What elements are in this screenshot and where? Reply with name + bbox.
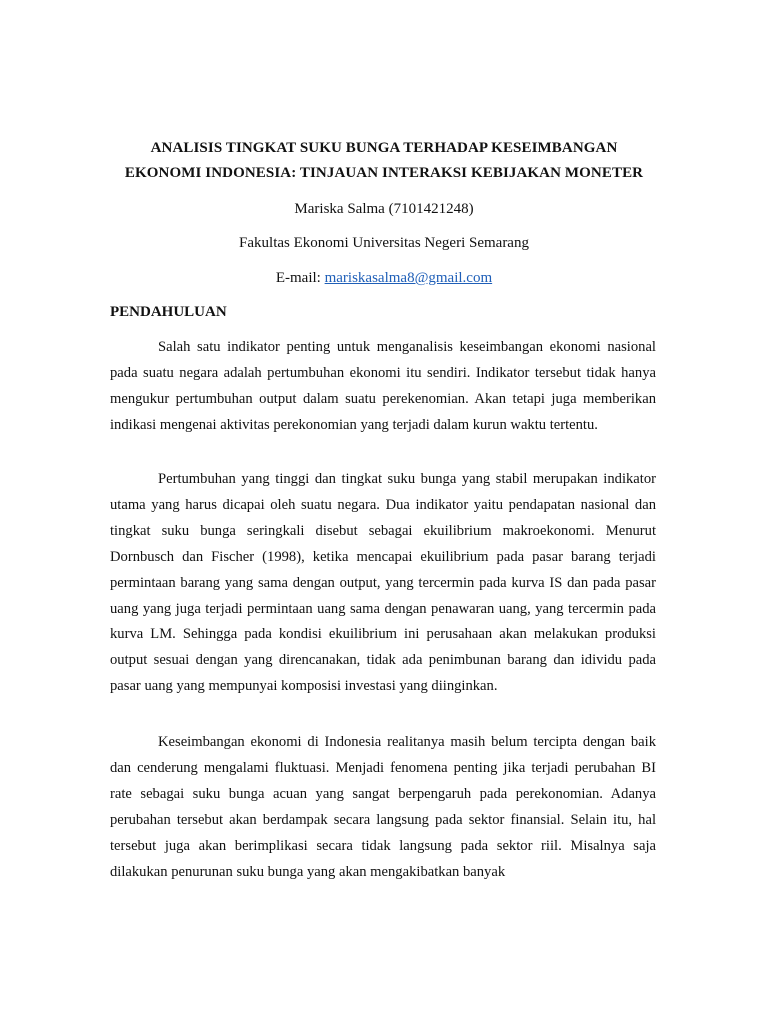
body-paragraph-3: Keseimbangan ekonomi di Indonesia realitanya masih belum tercipta dengan baik dan cenderung mengalami fluktuasi. Menjadi fenomena penting jika terjadi perubahan BI rate sebagai suku bunga acuan yang sangat berpengaruh pada perekonomian. Adanya perubahan tersebut akan berdampak secara langsung pada sektor finansial. Selain itu, hal tersebut juga akan berimplikasi secara tidak langsung pada sektor riil. Misalnya saja dilakukan penurunan suku bunga yang akan mengakibatkan banyak [110,734,656,880]
author-name: Mariska Salma (7101421248) [294,201,474,217]
section-heading: PENDAHULUAN [110,304,227,320]
author-affiliation: Fakultas Ekonomi Universitas Negeri Semarang [239,235,529,251]
email-link[interactable]: mariskasalma8@gmail.com [324,270,493,286]
body-paragraph-2: Pertumbuhan yang tinggi dan tingkat suku bunga yang stabil merupakan indikator utama yang harus dicapai oleh suatu negara. Dua indikator yaitu pendapatan nasional dan tingkat suku bunga seringkali disebut sebagai ekuilibrium makroekonomi. Menurut Dornbusch dan Fischer (1998), ketika mencapai ekuilibrium pada pasar barang terjadi permintaan barang yang sama dengan output, yang tercermin pada kurva IS dan pada pasar uang yang juga terjadi permintaan uang sama dengan penawaran uang, yang tercermin pada kurva LM. Sehingga pada kondisi ekuilibrium ini perusahaan akan melakukan produksi output sesuai dengan yang direncanakan, tidak ada penimbunan barang dan idividu pada pasar uang yang mempunyai komposisi investasi yang diinginkan. [110,471,656,695]
email-line [100,268,668,288]
paper-title-line-2: EKONOMI INDONESIA: TINJAUAN INTERAKSI KEBIJAKAN MONETER [124,165,644,181]
email-label: E-mail: [275,270,325,286]
paper-title-line-1: ANALISIS TINGKAT SUKU BUNGA TERHADAP KESEIMBANGAN [150,140,618,156]
body-paragraph-1: Salah satu indikator penting untuk menganalisis keseimbangan ekonomi nasional pada suatu negara adalah pertumbuhan ekonomi itu sendiri. Indikator tersebut tidak hanya mengukur pertumbuhan output dalam suatu perekenomian. Akan tetapi juga memberikan indikasi mengenai aktivitas perekonomian yang terjadi dalam kurun waktu tertentu. [110,339,656,433]
